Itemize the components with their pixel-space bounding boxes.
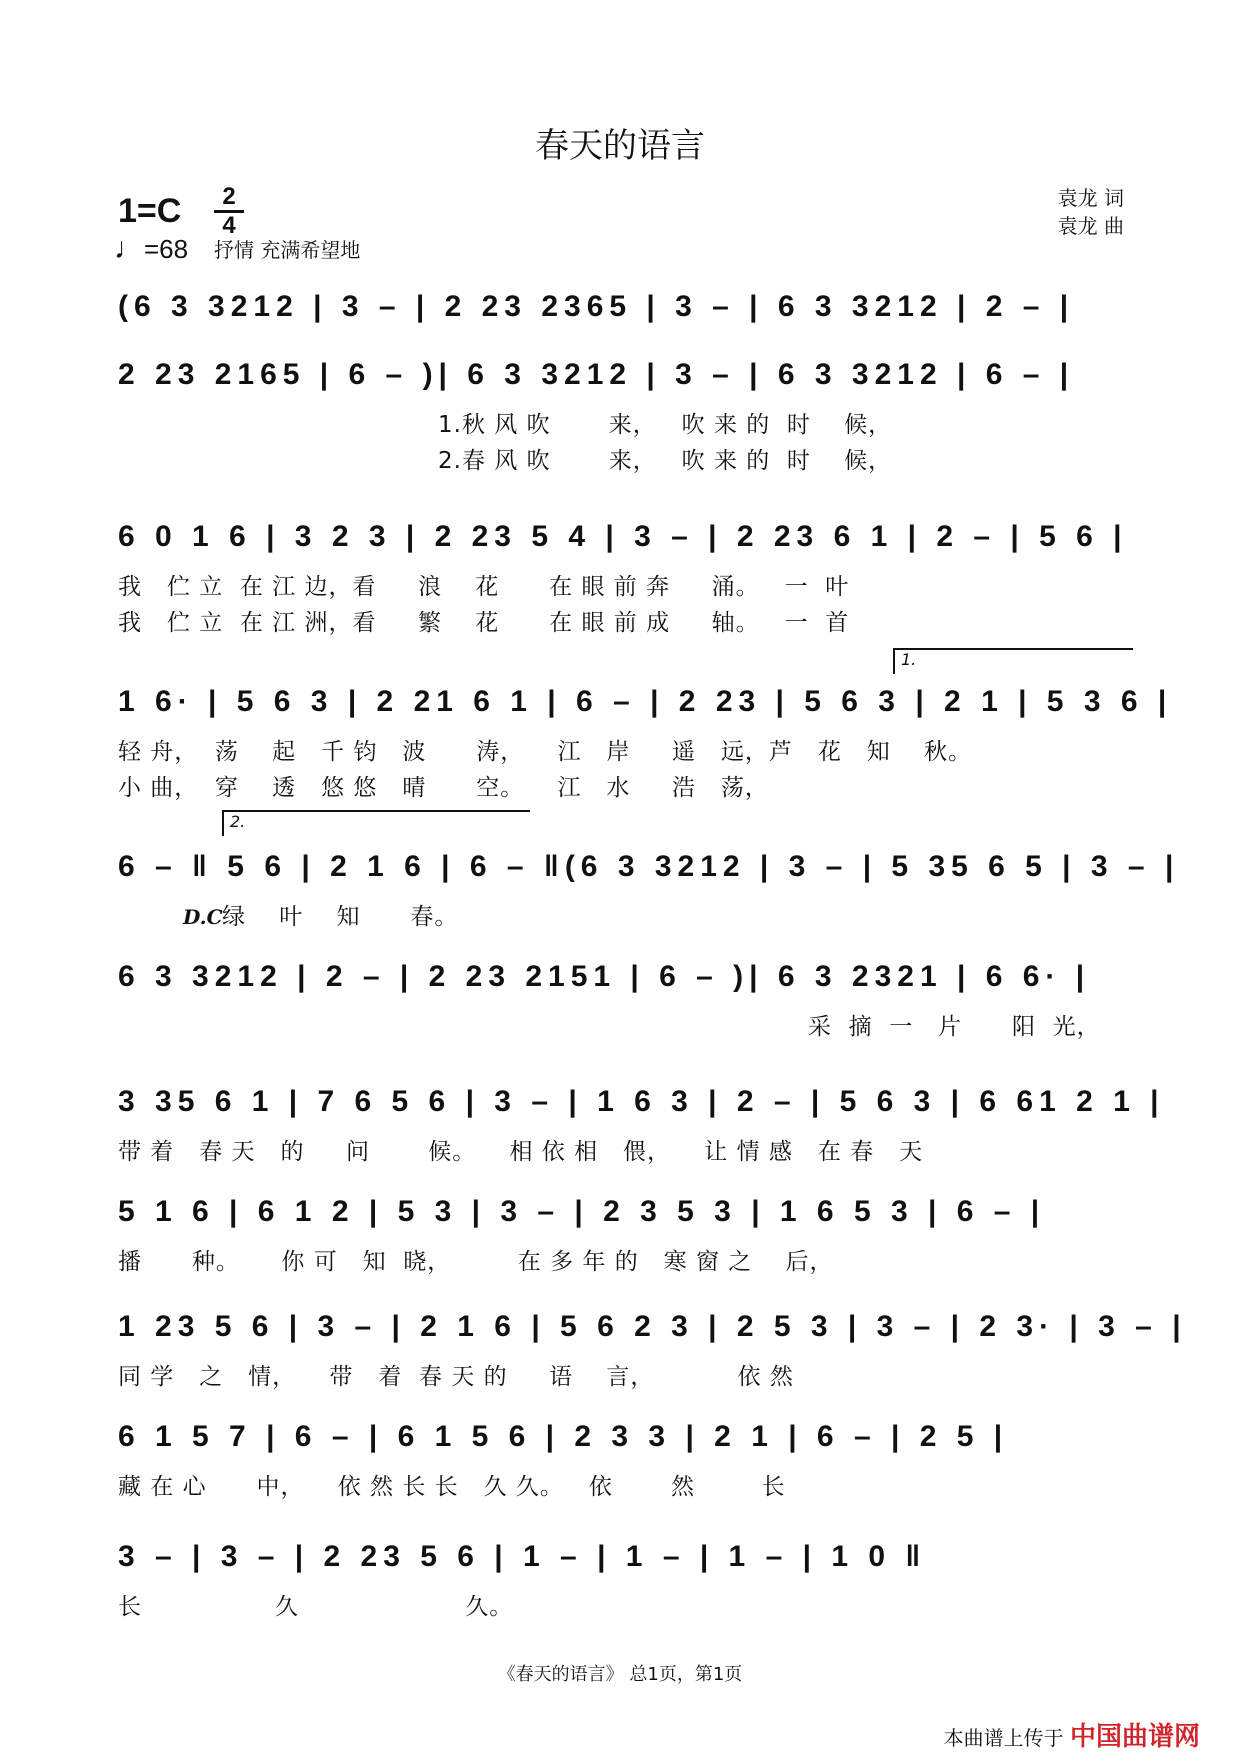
volta-2: 2. [222, 810, 530, 836]
lyric-row: 绿 叶 知 春。 [222, 904, 459, 930]
lyric-row: 同 学 之 情， 带 着 春 天 的 语 言， 依 然 [118, 1364, 794, 1390]
notation-row: 5 1 6 | 6 1 2 | 5 3 | 3 – | 2 3 5 3 | 1 6 5 3 | 6 – | [118, 1195, 1046, 1228]
lyric-row: 小 曲， 穿 透 悠 悠 晴 空。 江 水 浩 荡， [118, 775, 769, 801]
notation-row: 1 6· | 5 6 3 | 2 21 6 1 | 6 – | 2 23 | 5 6 3 | 2 1 | 5 3 6 | [118, 685, 1173, 718]
lyric-row: 我 伫 立 在 江 边，看 浪 花 在 眼 前 奔 涌。 一 叶 [118, 574, 850, 600]
notation-row: 3 – | 3 – | 2 23 5 6 | 1 – | 1 – | 1 – | 1 0 ‖ [118, 1540, 927, 1573]
credits [1058, 184, 1124, 240]
notation-row: 6 – ‖ 5 6 | 2 1 6 | 6 – ‖(6 3 3212 | 3 – | 5 35 6 5 | 3 – | [118, 850, 1180, 883]
lyric-row: 我 伫 立 在 江 洲，看 繁 花 在 眼 前 成 轴。 一 首 [118, 610, 850, 636]
notation-row: 6 0 1 6 | 3 2 3 | 2 23 5 4 | 3 – | 2 23 6 1 | 2 – | 5 6 | [118, 520, 1128, 553]
notation-row: 6 3 3212 | 2 – | 2 23 2151 | 6 – )| 6 3 2321 | 6 6· | [118, 960, 1091, 993]
notation-row: (6 3 3212 | 3 – | 2 23 2365 | 3 – | 6 3 3212 | 2 – | [118, 290, 1075, 323]
expression-marking: 抒情 充满希望地 [214, 238, 361, 262]
lyric-row: 2.春 风 吹 来， 吹 来 的 时 候， [438, 448, 893, 474]
tempo-marking [114, 232, 188, 266]
lyric-row: 1.秋 风 吹 来， 吹 来 的 时 候， [438, 412, 893, 438]
quarter-note-icon: ♩ [114, 232, 144, 265]
notation-row: 2 23 2165 | 6 – )| 6 3 3212 | 3 – | 6 3 3212 | 6 – | [118, 358, 1075, 391]
composer: 袁龙 曲 [1057, 214, 1124, 238]
lyric-row: 采 摘 一 片 阳 光， [808, 1014, 1101, 1040]
upload-credit [944, 1716, 1200, 1753]
key-signature: 1=C [118, 192, 182, 230]
brand-logo: 中国曲谱网 [1069, 1722, 1200, 1752]
notation-row: 6 1 5 7 | 6 – | 6 1 5 6 | 2 3 3 | 2 1 | 6 – | 2 5 | [118, 1420, 1009, 1453]
tempo-value: =68 [144, 234, 189, 264]
notation-row: 1 23 5 6 | 3 – | 2 1 6 | 5 6 2 3 | 2 5 3 | 3 – | 2 3· | 3 – | [118, 1310, 1187, 1343]
page-footer: 《春天的语言》 总1页，第1页 [497, 1664, 743, 1685]
lyric-row: 轻 舟， 荡 起 千 钧 波 涛， 江 岸 遥 远，芦 花 知 秋。 [118, 739, 972, 765]
upload-text: 本曲谱上传于 [943, 1726, 1064, 1750]
meter-bottom: 4 [222, 212, 236, 239]
volta-1: 1. [893, 648, 1133, 674]
song-title: 春天的语言 [535, 126, 705, 166]
lyric-row: 播 种。 你 可 知 晓， 在 多 年 的 寒 窗 之 后， [118, 1249, 834, 1275]
lyric-row: 带 着 春 天 的 问 候。 相 依 相 偎， 让 情 感 在 春 天 [118, 1139, 924, 1165]
notation-row: 3 35 6 1 | 7 6 5 6 | 3 – | 1 6 3 | 2 – | 5 6 3 | 6 61 2 1 | [118, 1085, 1165, 1118]
lyric-row: 藏 在 心 中， 依 然 长 长 久 久。 依 然 长 [118, 1474, 786, 1500]
lyric-row: 长 久 久。 [118, 1594, 514, 1620]
time-signature [214, 183, 244, 239]
da-capo-marking: D.C [183, 905, 223, 929]
meter-top: 2 [222, 183, 236, 210]
lyricist: 袁龙 词 [1057, 186, 1124, 210]
